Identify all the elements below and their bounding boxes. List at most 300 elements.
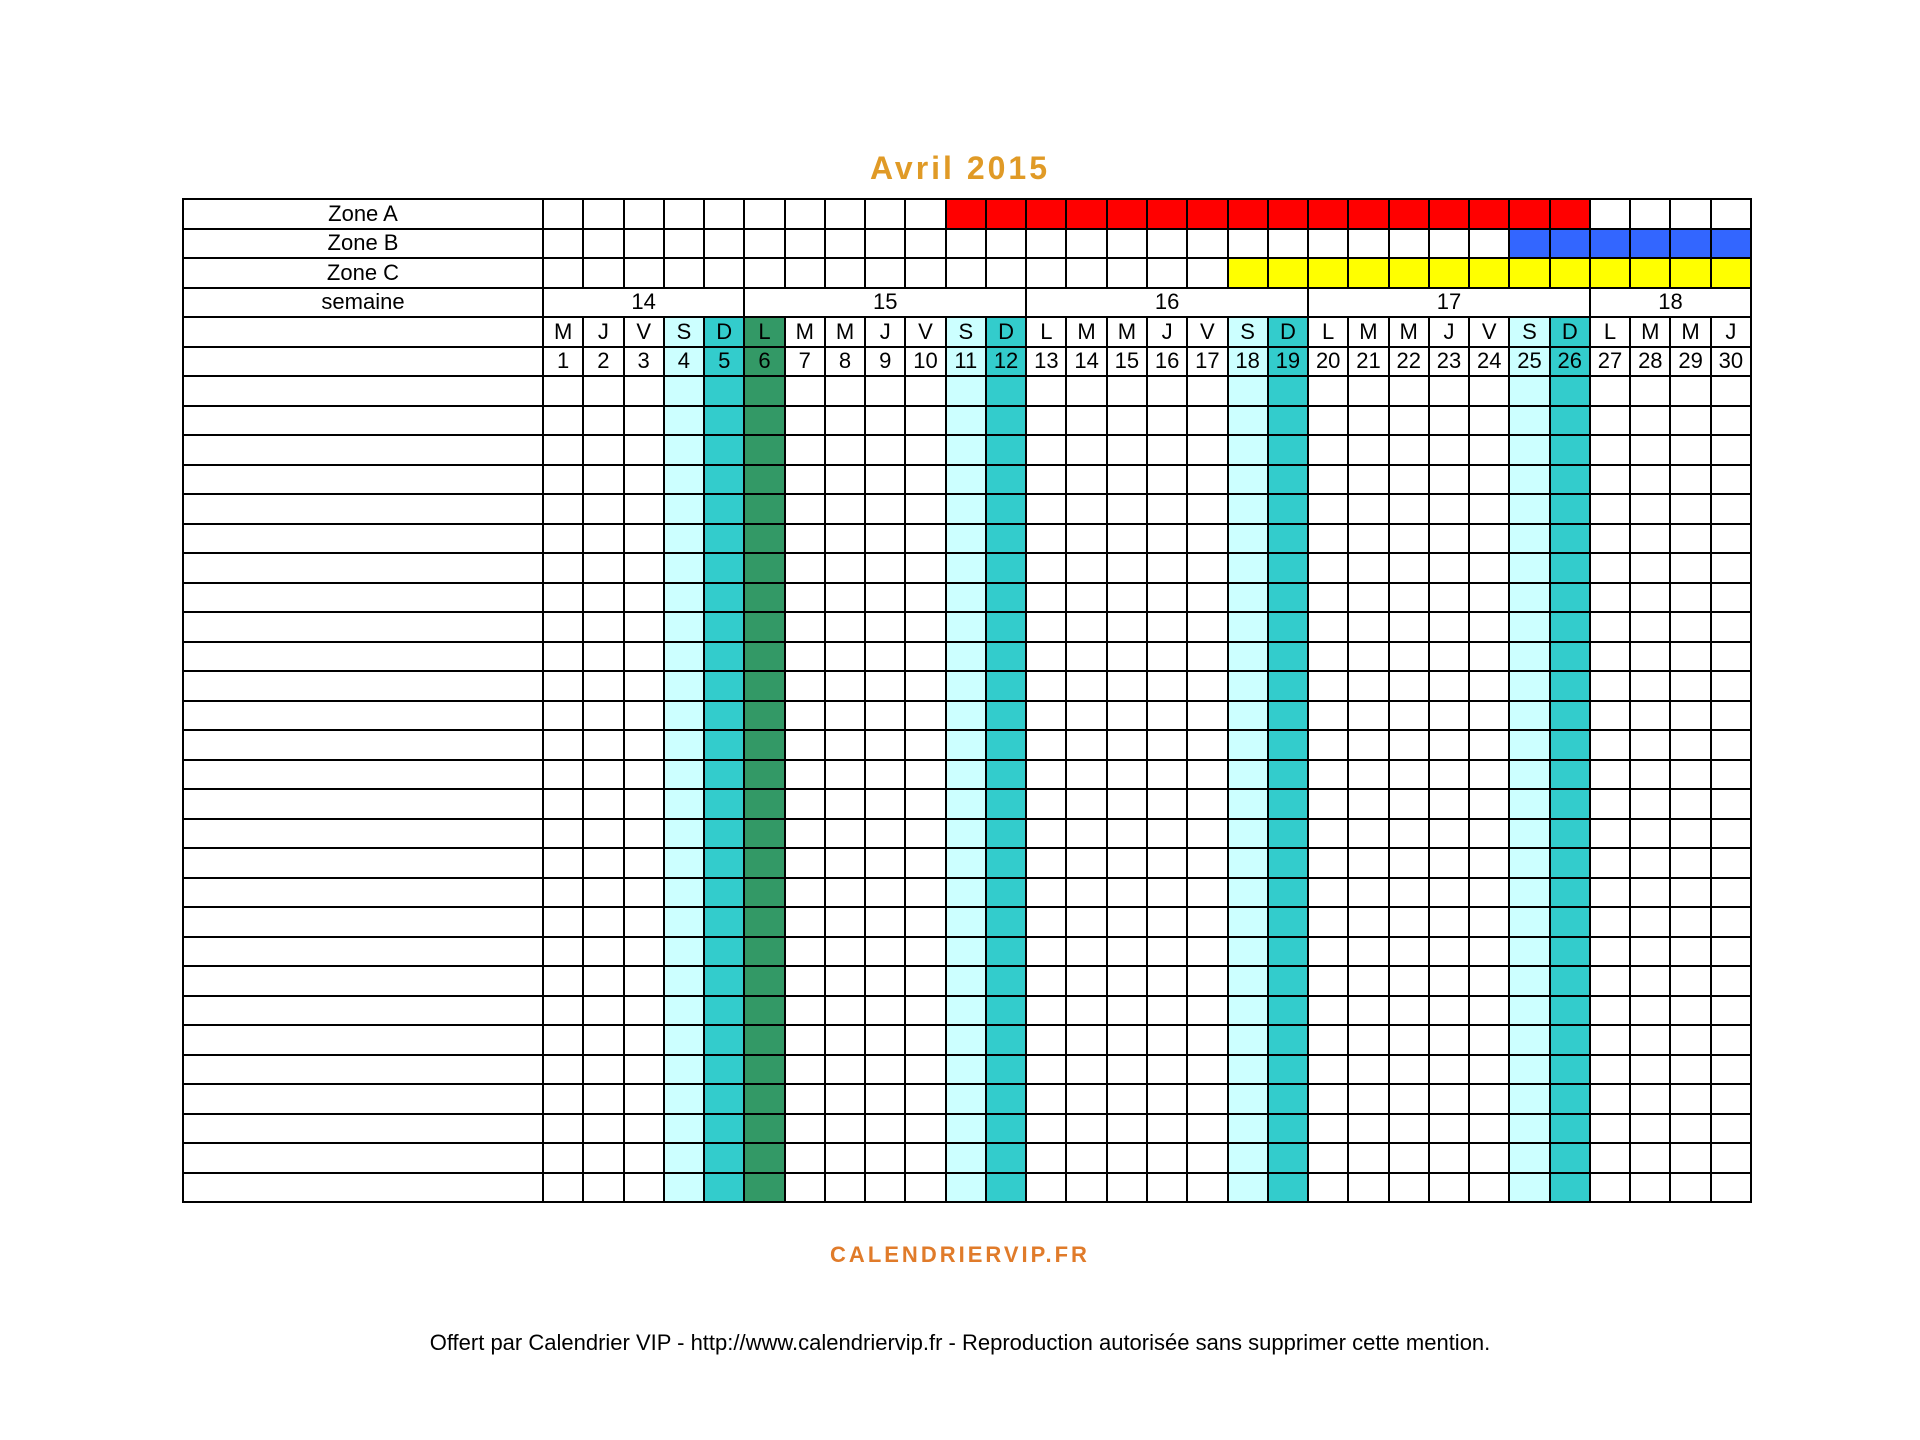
day-cell: [1550, 1173, 1590, 1203]
day-cell: [1389, 878, 1429, 908]
day-cell: [1308, 966, 1348, 996]
day-cell: [664, 996, 704, 1026]
day-cell: [1630, 760, 1670, 790]
day-cell: [1268, 1055, 1308, 1085]
day-cell: [704, 1025, 744, 1055]
row-label-cell: [183, 642, 543, 672]
day-cell: [1429, 435, 1469, 465]
day-cell: [1308, 819, 1348, 849]
day-cell: [1469, 1173, 1509, 1203]
day-cell: [1308, 937, 1348, 967]
day-cell: [1147, 583, 1187, 613]
day-cell: [1268, 642, 1308, 672]
day-cell: [1187, 1173, 1227, 1203]
zone-row: [183, 258, 1751, 288]
day-cell: [1228, 789, 1268, 819]
blank-row: [183, 848, 1751, 878]
day-number: 19: [1268, 347, 1308, 377]
day-cell: [1389, 1143, 1429, 1173]
day-cell: [1228, 376, 1268, 406]
day-cell: [946, 1173, 986, 1203]
day-cell: [785, 1173, 825, 1203]
day-cell: [785, 1055, 825, 1085]
day-cell: [1389, 937, 1429, 967]
day-cell: [583, 1114, 623, 1144]
blank-row: [183, 1173, 1751, 1203]
day-cell: [1550, 1143, 1590, 1173]
day-cell: [1389, 465, 1429, 495]
day-cell: [543, 789, 583, 819]
day-cell: [1630, 1025, 1670, 1055]
zone-cell: [1066, 229, 1106, 259]
day-cell: [1348, 701, 1388, 731]
day-cell: [624, 583, 664, 613]
day-cell: [704, 1084, 744, 1114]
day-number: 10: [905, 347, 945, 377]
day-cell: [905, 1173, 945, 1203]
day-cell: [1429, 848, 1469, 878]
day-cell: [1107, 730, 1147, 760]
day-cell: [1670, 494, 1710, 524]
day-cell: [664, 1143, 704, 1173]
weekday-letter: L: [744, 317, 784, 347]
day-cell: [1711, 730, 1751, 760]
day-cell: [785, 524, 825, 554]
zone-cell: [905, 199, 945, 229]
zone-cell: [664, 229, 704, 259]
day-cell: [704, 553, 744, 583]
day-cell: [583, 376, 623, 406]
day-cell: [1187, 907, 1227, 937]
day-cell: [1429, 1025, 1469, 1055]
day-cell: [624, 996, 664, 1026]
day-cell: [785, 966, 825, 996]
day-cell: [1509, 730, 1549, 760]
day-cell: [704, 1143, 744, 1173]
vacation-cell: [1389, 258, 1429, 288]
day-cell: [704, 996, 744, 1026]
day-cell: [1590, 465, 1630, 495]
day-cell: [704, 612, 744, 642]
day-cell: [1389, 642, 1429, 672]
day-cell: [785, 465, 825, 495]
day-cell: [865, 465, 905, 495]
day-cell: [744, 465, 784, 495]
vacation-cell: [1187, 199, 1227, 229]
day-cell: [1228, 730, 1268, 760]
day-cell: [1429, 406, 1469, 436]
day-cell: [1711, 435, 1751, 465]
day-cell: [1429, 1173, 1469, 1203]
day-cell: [1550, 1084, 1590, 1114]
day-cell: [704, 848, 744, 878]
day-cell: [905, 553, 945, 583]
day-cell: [664, 907, 704, 937]
day-cell: [1469, 642, 1509, 672]
day-cell: [1630, 701, 1670, 731]
day-cell: [865, 730, 905, 760]
vacation-cell: [1550, 258, 1590, 288]
day-cell: [1711, 612, 1751, 642]
zone-cell: [946, 229, 986, 259]
day-cell: [1590, 819, 1630, 849]
day-cell: [825, 1143, 865, 1173]
day-cell: [1670, 1084, 1710, 1114]
day-cell: [946, 494, 986, 524]
day-cell: [1348, 612, 1388, 642]
day-cell: [583, 1173, 623, 1203]
day-number: 17: [1187, 347, 1227, 377]
day-cell: [1550, 642, 1590, 672]
day-cell: [1711, 583, 1751, 613]
zone-cell: [1147, 229, 1187, 259]
day-cell: [1469, 465, 1509, 495]
day-cell: [704, 789, 744, 819]
day-cell: [986, 1114, 1026, 1144]
day-cell: [1348, 907, 1388, 937]
day-cell: [825, 406, 865, 436]
vacation-cell: [1469, 258, 1509, 288]
day-number: 9: [865, 347, 905, 377]
vacation-cell: [1670, 258, 1710, 288]
day-cell: [624, 1084, 664, 1114]
day-cell: [704, 642, 744, 672]
day-cell: [1469, 1084, 1509, 1114]
day-cell: [1066, 1114, 1106, 1144]
row-label-cell: [183, 937, 543, 967]
zone-cell: [1147, 258, 1187, 288]
day-cell: [1228, 819, 1268, 849]
day-cell: [1711, 1143, 1751, 1173]
day-cell: [1389, 435, 1429, 465]
day-cell: [785, 1084, 825, 1114]
day-cell: [1509, 671, 1549, 701]
day-cell: [986, 642, 1026, 672]
day-cell: [744, 553, 784, 583]
day-cell: [946, 789, 986, 819]
day-cell: [1066, 878, 1106, 908]
day-cell: [1066, 1025, 1106, 1055]
day-cell: [1630, 789, 1670, 819]
day-cell: [905, 465, 945, 495]
day-cell: [1107, 848, 1147, 878]
day-cell: [1308, 465, 1348, 495]
day-cell: [744, 878, 784, 908]
day-cell: [1187, 730, 1227, 760]
day-cell: [825, 465, 865, 495]
day-cell: [785, 789, 825, 819]
day-cell: [1429, 730, 1469, 760]
day-cell: [1630, 1173, 1670, 1203]
day-cell: [1187, 553, 1227, 583]
blank-row: [183, 730, 1751, 760]
day-cell: [1187, 996, 1227, 1026]
blank-row: [183, 701, 1751, 731]
day-cell: [986, 701, 1026, 731]
row-label-cell: [183, 878, 543, 908]
blank-row: [183, 1084, 1751, 1114]
day-cell: [865, 376, 905, 406]
day-cell: [1711, 848, 1751, 878]
day-cell: [946, 465, 986, 495]
day-cell: [1670, 996, 1710, 1026]
row-label-cell: [183, 376, 543, 406]
day-cell: [1389, 760, 1429, 790]
day-cell: [1630, 376, 1670, 406]
day-cell: [1308, 406, 1348, 436]
day-cell: [1670, 1173, 1710, 1203]
day-cell: [785, 553, 825, 583]
day-cell: [664, 465, 704, 495]
day-cell: [785, 907, 825, 937]
day-cell: [1348, 1025, 1388, 1055]
weekday-letter: M: [1107, 317, 1147, 347]
day-cell: [1429, 789, 1469, 819]
day-cell: [1308, 789, 1348, 819]
vacation-cell: [1509, 229, 1549, 259]
day-cell: [1590, 1114, 1630, 1144]
day-cell: [583, 406, 623, 436]
day-cell: [1187, 1084, 1227, 1114]
day-cell: [704, 701, 744, 731]
day-number: 24: [1469, 347, 1509, 377]
zone-cell: [664, 199, 704, 229]
day-cell: [946, 553, 986, 583]
day-number: 21: [1348, 347, 1388, 377]
day-cell: [1670, 583, 1710, 613]
day-cell: [1389, 612, 1429, 642]
day-cell: [1348, 819, 1388, 849]
zone-cell: [785, 199, 825, 229]
day-cell: [1026, 1025, 1066, 1055]
day-cell: [1711, 819, 1751, 849]
day-cell: [1348, 406, 1388, 436]
day-cell: [704, 730, 744, 760]
day-cell: [583, 583, 623, 613]
day-cell: [1469, 1114, 1509, 1144]
weekday-letter: J: [1147, 317, 1187, 347]
day-cell: [704, 406, 744, 436]
day-cell: [1429, 760, 1469, 790]
day-cell: [1590, 1025, 1630, 1055]
day-cell: [1107, 1114, 1147, 1144]
blank-row: [183, 996, 1751, 1026]
day-cell: [1187, 435, 1227, 465]
day-cell: [1590, 730, 1630, 760]
weekday-letter: S: [664, 317, 704, 347]
day-cell: [1469, 1025, 1509, 1055]
day-cell: [1147, 671, 1187, 701]
day-cell: [664, 1084, 704, 1114]
day-cell: [905, 701, 945, 731]
day-cell: [1308, 878, 1348, 908]
day-cell: [1711, 966, 1751, 996]
day-cell: [624, 878, 664, 908]
day-cell: [986, 406, 1026, 436]
day-cell: [624, 612, 664, 642]
day-cell: [664, 435, 704, 465]
blank-row: [183, 435, 1751, 465]
day-cell: [543, 907, 583, 937]
vacation-cell: [1107, 199, 1147, 229]
day-cell: [1308, 494, 1348, 524]
zone-cell: [905, 229, 945, 259]
day-cell: [1228, 583, 1268, 613]
day-cell: [543, 642, 583, 672]
day-cell: [1630, 907, 1670, 937]
day-cell: [624, 760, 664, 790]
day-cell: [1711, 494, 1751, 524]
day-cell: [744, 642, 784, 672]
day-number: 12: [986, 347, 1026, 377]
zone-cell: [825, 229, 865, 259]
day-cell: [986, 465, 1026, 495]
day-number: 14: [1066, 347, 1106, 377]
day-cell: [1389, 848, 1429, 878]
day-cell: [1429, 376, 1469, 406]
day-cell: [1066, 789, 1106, 819]
day-cell: [1509, 848, 1549, 878]
day-cell: [905, 996, 945, 1026]
day-cell: [865, 937, 905, 967]
day-cell: [946, 376, 986, 406]
zone-row: [183, 199, 1751, 229]
week-number: 17: [1308, 288, 1590, 318]
blank-row: [183, 878, 1751, 908]
day-cell: [1550, 937, 1590, 967]
day-cell: [583, 730, 623, 760]
day-cell: [624, 642, 664, 672]
vacation-cell: [1228, 199, 1268, 229]
week-row: [183, 288, 1751, 318]
day-cell: [1550, 701, 1590, 731]
row-label-cell: [183, 1084, 543, 1114]
day-cell: [664, 937, 704, 967]
day-number: 15: [1107, 347, 1147, 377]
day-cell: [1107, 1143, 1147, 1173]
day-cell: [1469, 996, 1509, 1026]
day-cell: [946, 760, 986, 790]
day-cell: [1711, 789, 1751, 819]
day-cell: [744, 583, 784, 613]
day-cell: [785, 730, 825, 760]
row-label-cell: [183, 730, 543, 760]
day-cell: [744, 1143, 784, 1173]
day-cell: [1590, 494, 1630, 524]
day-cell: [1630, 553, 1670, 583]
weekday-letter: M: [543, 317, 583, 347]
day-cell: [905, 494, 945, 524]
day-cell: [1550, 376, 1590, 406]
day-cell: [1429, 966, 1469, 996]
day-cell: [1711, 376, 1751, 406]
day-cell: [865, 701, 905, 731]
day-cell: [1630, 878, 1670, 908]
day-cell: [1348, 789, 1388, 819]
day-cell: [1147, 878, 1187, 908]
day-cell: [583, 524, 623, 554]
day-cell: [785, 376, 825, 406]
day-cell: [1066, 966, 1106, 996]
day-cell: [1026, 435, 1066, 465]
day-cell: [1268, 494, 1308, 524]
zone-cell: [744, 229, 784, 259]
day-cell: [1429, 671, 1469, 701]
day-cell: [1469, 671, 1509, 701]
day-cell: [1026, 819, 1066, 849]
day-cell: [664, 1055, 704, 1085]
blank-row: [183, 760, 1751, 790]
zone-cell: [1066, 258, 1106, 288]
day-cell: [543, 671, 583, 701]
zone-cell: [865, 258, 905, 288]
vacation-cell: [1630, 229, 1670, 259]
day-cell: [1389, 996, 1429, 1026]
day-cell: [1590, 1055, 1630, 1085]
day-cell: [946, 1025, 986, 1055]
day-cell: [1147, 730, 1187, 760]
day-cell: [1630, 435, 1670, 465]
day-cell: [1389, 701, 1429, 731]
day-cell: [583, 819, 623, 849]
day-cell: [1147, 760, 1187, 790]
day-cell: [825, 760, 865, 790]
day-cell: [905, 583, 945, 613]
row-label-cell: [183, 966, 543, 996]
vacation-cell: [986, 199, 1026, 229]
day-cell: [1026, 1084, 1066, 1114]
zone-cell: [1187, 229, 1227, 259]
day-cell: [986, 848, 1026, 878]
day-cell: [1550, 671, 1590, 701]
day-cell: [1147, 1114, 1187, 1144]
week-number: 16: [1026, 288, 1308, 318]
day-cell: [1630, 612, 1670, 642]
day-cell: [1147, 494, 1187, 524]
day-cell: [905, 760, 945, 790]
day-cell: [704, 671, 744, 701]
day-cell: [825, 376, 865, 406]
day-cell: [1509, 996, 1549, 1026]
vacation-cell: [1348, 199, 1388, 229]
day-cell: [1348, 760, 1388, 790]
day-cell: [946, 878, 986, 908]
day-cell: [1026, 848, 1066, 878]
zone-cell: [865, 199, 905, 229]
day-cell: [1711, 553, 1751, 583]
day-cell: [905, 907, 945, 937]
day-cell: [785, 760, 825, 790]
day-cell: [825, 642, 865, 672]
day-cell: [1590, 1173, 1630, 1203]
day-cell: [1228, 1114, 1268, 1144]
blank-row: [183, 465, 1751, 495]
day-cell: [1107, 553, 1147, 583]
day-cell: [1389, 583, 1429, 613]
day-cell: [905, 612, 945, 642]
day-cell: [1066, 494, 1106, 524]
day-cell: [1026, 1143, 1066, 1173]
day-cell: [1268, 730, 1308, 760]
day-cell: [744, 1173, 784, 1203]
day-cell: [1026, 465, 1066, 495]
day-cell: [1348, 1055, 1388, 1085]
day-cell: [1187, 819, 1227, 849]
day-cell: [1147, 789, 1187, 819]
day-cell: [744, 907, 784, 937]
day-cell: [1590, 907, 1630, 937]
day-cell: [1147, 848, 1187, 878]
